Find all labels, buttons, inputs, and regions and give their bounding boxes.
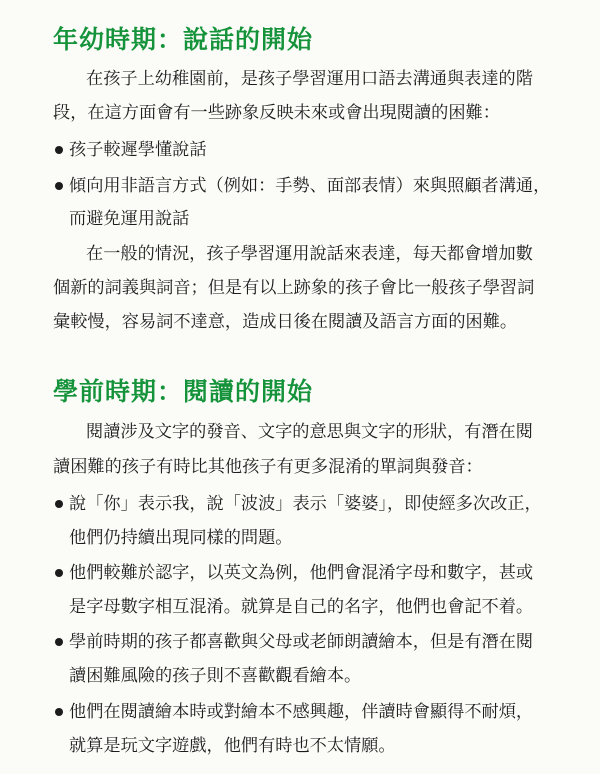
section1-bullet-1-line-1: 孩子較遲學懂說話 [69, 140, 207, 160]
section2-bullet-3-line-1: 學前時期的孩子都喜歡與父母或老師朗讀繪本，但是有潛在閱 [69, 632, 534, 652]
bullet-icon [55, 182, 63, 190]
section1-conclusion-line-3: 彙較慢，容易詞不達意，造成日後在閱讀及語言方面的困難。 [53, 312, 518, 332]
section2-bullet-1-line-1: 說「你」表示我，說「波波」表示「婆婆」，即使經多次改正， [69, 494, 542, 514]
section2-intro-line-1: 閱讀涉及文字的發音、文字的意思與文字的形狀，有潛在閱 [86, 422, 533, 442]
section2-bullet-4-line-1: 他們在閱讀繪本時或對繪本不感興趣，伴讀時會顯得不耐煩， [69, 702, 534, 722]
section1-intro-line-2: 段，在這方面會有一些跡象反映未來或會出現閱讀的困難： [53, 103, 500, 123]
bullet-icon [55, 708, 63, 716]
section1-heading: 年幼時期：說話的開始 [53, 25, 314, 54]
section2-bullet-3-line-2: 讀困難風險的孩子則不喜歡觀看繪本。 [69, 666, 362, 686]
section1-intro-line-1: 在孩子上幼稚園前，是孩子學習運用口語去溝通與表達的階 [86, 69, 533, 89]
section2-bullet-2-line-2: 是字母數字相互混淆。就算是自己的名字，他們也會記不着。 [69, 597, 534, 617]
section1-conclusion-line-1: 在一般的情況，孩子學習運用說話來表達，每天都會增加數 [86, 244, 533, 264]
section1-bullet-2-line-1: 傾向用非語言方式（例如：手勢、面部表情）來與照顧者溝通， [69, 176, 551, 196]
bullet-icon [55, 638, 63, 646]
bullet-icon [55, 500, 63, 508]
bullet-icon [55, 569, 63, 577]
section2-bullet-1-line-2: 他們仍持續出現同樣的問題。 [69, 528, 293, 548]
section1-conclusion-line-2: 個新的詞義與詞音；但是有以上跡象的孩子會比一般孩子學習詞 [53, 278, 535, 298]
section2-bullet-4-line-2: 就算是玩文字遊戲，他們有時也不太情願。 [69, 736, 396, 756]
section1-bullet-2-line-2: 而避免運用說話 [69, 209, 190, 229]
bullet-icon [55, 146, 63, 154]
section2-intro-line-2: 讀困難的孩子有時比其他孩子有更多混淆的單詞與發音： [53, 457, 483, 477]
section2-heading: 學前時期：閱讀的開始 [53, 377, 314, 406]
section2-bullet-2-line-1: 他們較難於認字，以英文為例，他們會混淆字母和數字，甚或 [69, 563, 534, 583]
